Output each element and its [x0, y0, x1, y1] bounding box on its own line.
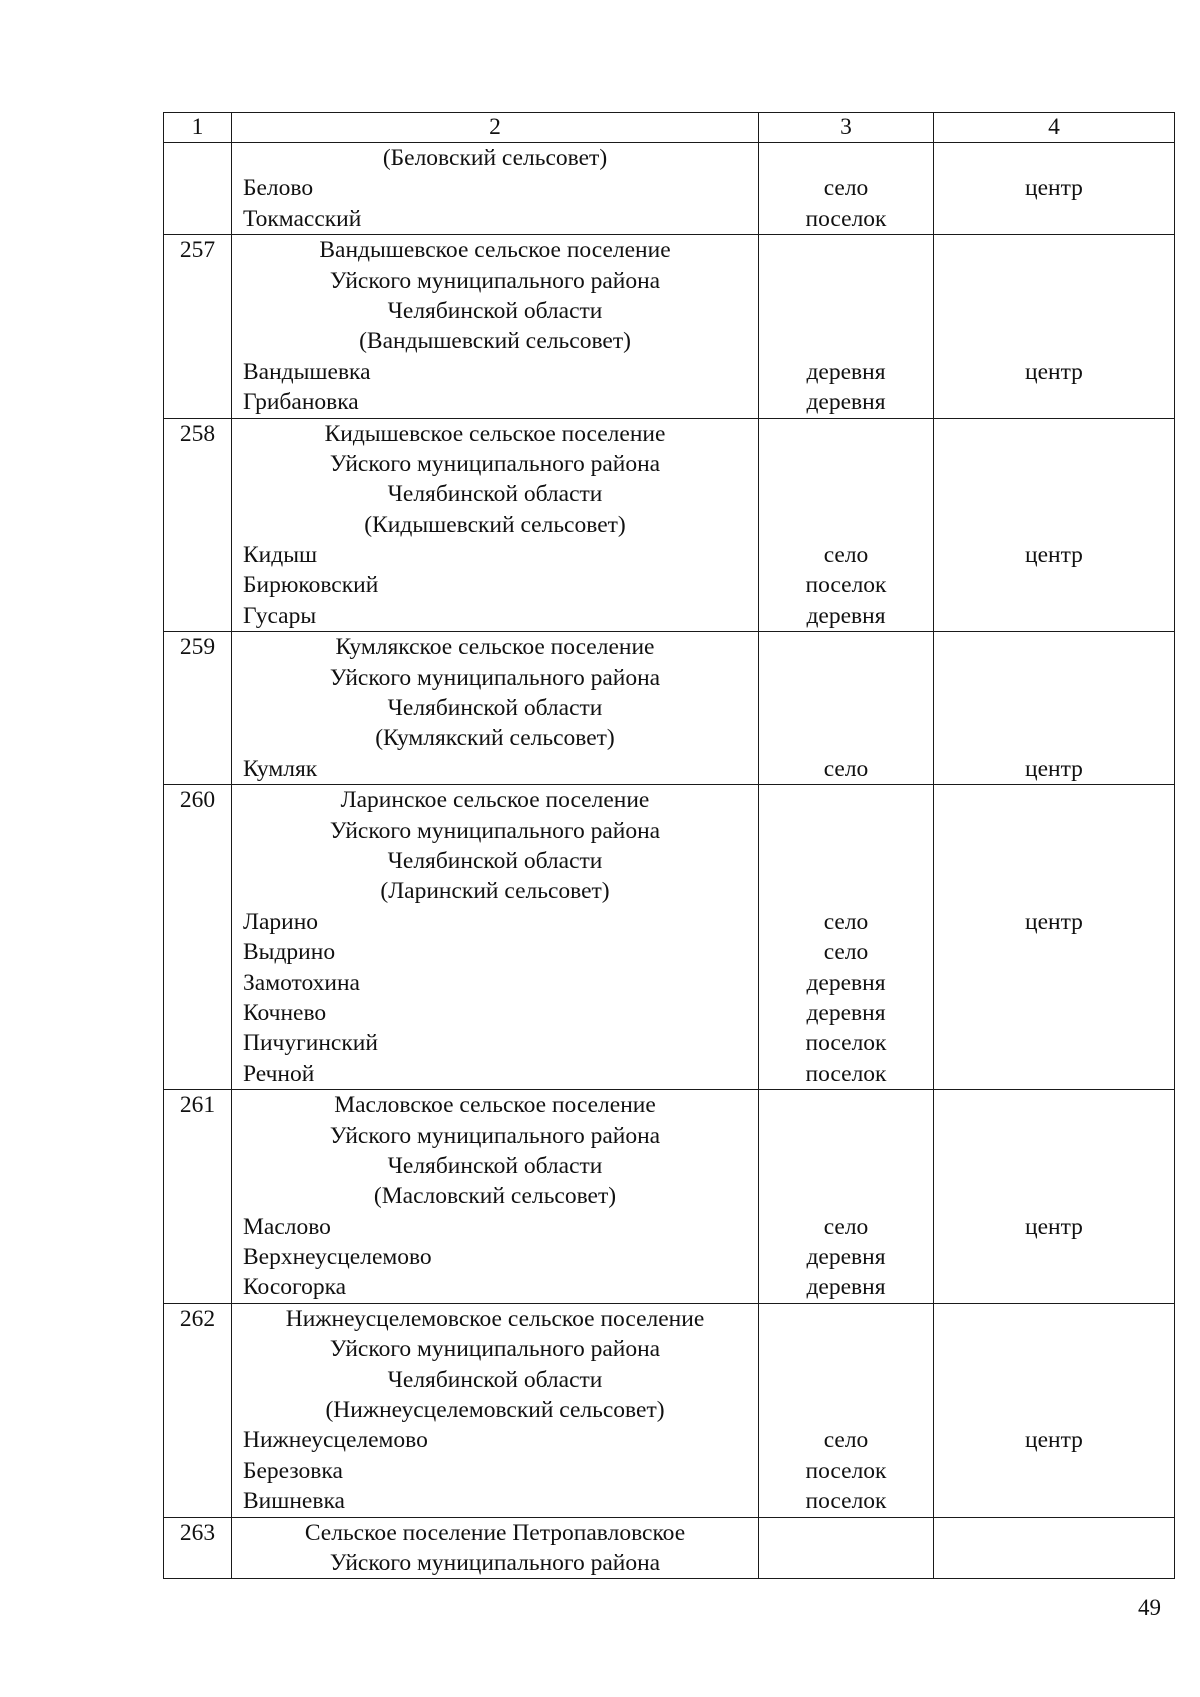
spacer-line	[759, 266, 933, 296]
spacer-line	[934, 326, 1174, 356]
settlement-type: село	[823, 1213, 869, 1240]
municipality-header-line: Масловское сельское поселение	[334, 1092, 656, 1119]
settlement-role	[934, 1242, 1174, 1272]
settlement-name: Кочнево	[243, 999, 327, 1026]
municipality-header-line: Уйского муниципального района	[329, 1122, 661, 1149]
spacer-line	[934, 419, 1174, 449]
municipality-header-line: Уйского муниципального района	[329, 664, 661, 691]
settlement-role: центр	[1025, 755, 1083, 782]
settlement-role-cell	[934, 1517, 1175, 1579]
spacer-line	[759, 816, 933, 846]
settlement-role: центр	[1025, 1213, 1083, 1240]
spacer-line	[934, 449, 1174, 479]
settlement-name-cell	[232, 418, 759, 632]
settlement-name: Гусары	[243, 602, 317, 629]
settlement-type: поселок	[805, 572, 887, 599]
column-header: 4	[934, 113, 1175, 143]
row-number: 260	[179, 787, 216, 814]
page-number: 49	[1138, 1595, 1161, 1620]
municipality-header-line: Кумлякское сельское поселение	[335, 634, 655, 661]
table-row	[164, 785, 1175, 1090]
settlement-type: деревня	[806, 969, 886, 996]
municipality-header-line: Нижнеусцелемовское сельское поселение	[285, 1305, 705, 1332]
municipality-header-line: Челябинской области	[387, 1152, 603, 1179]
settlement-type: село	[823, 175, 869, 202]
spacer-line	[934, 1151, 1174, 1181]
spacer-line	[934, 235, 1174, 265]
row-number: 258	[179, 420, 216, 447]
table-row	[164, 418, 1175, 632]
spacer-line	[759, 143, 933, 173]
settlement-role: центр	[1025, 542, 1083, 569]
row-number: 259	[179, 634, 216, 661]
settlement-role-cell	[934, 418, 1175, 632]
row-number: 263	[179, 1519, 216, 1546]
municipality-header-line: Кидышевское сельское поселение	[324, 420, 666, 447]
table-row	[164, 235, 1175, 418]
municipality-header-line: (Ларинский сельсовет)	[380, 878, 610, 905]
spacer-line	[934, 816, 1174, 846]
settlement-type: поселок	[805, 1488, 887, 1515]
settlement-name: Бирюковский	[243, 572, 379, 599]
spacer-line	[759, 846, 933, 876]
settlement-role: центр	[1025, 1427, 1083, 1454]
settlement-type: село	[823, 908, 869, 935]
settlement-name: Токмасский	[243, 205, 362, 232]
settlement-type: поселок	[805, 205, 887, 232]
spacer-line	[759, 1395, 933, 1425]
settlement-role	[934, 1028, 1174, 1058]
settlement-name: Речной	[243, 1060, 315, 1087]
settlement-name-cell	[232, 632, 759, 785]
spacer-line	[759, 1548, 933, 1578]
spacer-line	[759, 419, 933, 449]
table-row	[164, 1517, 1175, 1579]
spacer-line	[934, 693, 1174, 723]
settlement-type: поселок	[805, 1030, 887, 1057]
municipality-header-line: (Беловский сельсовет)	[382, 145, 608, 171]
spacer-line	[759, 1334, 933, 1364]
settlement-name: Белово	[243, 175, 314, 202]
spacer-line	[759, 479, 933, 509]
spacer-line	[759, 632, 933, 662]
municipality-header-line: Челябинской области	[387, 481, 603, 508]
spacer-line	[759, 1121, 933, 1151]
spacer-line	[759, 1090, 933, 1120]
settlement-role: центр	[1025, 908, 1083, 935]
spacer-line	[759, 296, 933, 326]
row-number-cell	[164, 632, 232, 785]
row-number-cell	[164, 235, 232, 418]
settlement-name: Березовка	[243, 1457, 343, 1484]
settlement-name: Замотохина	[243, 969, 360, 996]
municipality-header-line: Челябинской области	[387, 695, 603, 722]
settlement-role	[934, 570, 1174, 600]
table-row	[164, 632, 1175, 785]
spacer-line	[759, 1181, 933, 1211]
spacer-line	[934, 723, 1174, 753]
settlement-role	[934, 387, 1174, 417]
settlement-type: деревня	[806, 1274, 886, 1301]
spacer-line	[759, 663, 933, 693]
spacer-line	[934, 143, 1174, 173]
row-number: 261	[179, 1092, 216, 1119]
settlement-name-cell	[232, 143, 759, 235]
row-number: 257	[179, 237, 216, 264]
settlement-type: деревня	[806, 358, 886, 385]
spacer-line	[759, 1151, 933, 1181]
spacer-line	[934, 479, 1174, 509]
spacer-line	[934, 1304, 1174, 1334]
settlement-name-cell	[232, 1303, 759, 1517]
spacer-line	[759, 785, 933, 815]
spacer-line	[934, 266, 1174, 296]
table-row	[164, 143, 1175, 235]
settlement-role-cell	[934, 785, 1175, 1090]
spacer-line	[759, 510, 933, 540]
municipality-header-line: (Кумлякский сельсовет)	[375, 725, 615, 752]
spacer-line	[934, 1548, 1174, 1578]
municipality-header-line: Челябинской области	[387, 297, 603, 324]
spacer-line	[934, 632, 1174, 662]
municipality-header-line: Уйского муниципального района	[329, 817, 661, 844]
settlement-role: центр	[1025, 358, 1083, 385]
settlement-type-cell	[759, 632, 934, 785]
municipality-header-line: Уйского муниципального района	[329, 1336, 661, 1363]
row-number-cell	[164, 1517, 232, 1579]
settlement-name-cell	[232, 235, 759, 418]
settlement-role-cell	[934, 1090, 1175, 1304]
settlement-type: село	[823, 939, 869, 966]
municipality-header-line: (Масловский сельсовет)	[373, 1183, 617, 1210]
spacer-line	[934, 846, 1174, 876]
row-number-cell	[164, 785, 232, 1090]
spacer-line	[934, 1121, 1174, 1151]
settlement-role	[934, 968, 1174, 998]
spacer-line	[934, 1518, 1174, 1548]
settlement-type: деревня	[806, 389, 886, 416]
settlement-name-cell	[232, 1517, 759, 1579]
settlement-role	[934, 204, 1174, 234]
municipality-header-line: Уйского муниципального района	[329, 267, 661, 294]
spacer-line	[759, 235, 933, 265]
settlement-role-cell	[934, 632, 1175, 785]
table-row	[164, 1303, 1175, 1517]
settlement-name: Кидыш	[243, 542, 318, 569]
spacer-line	[934, 785, 1174, 815]
settlement-role	[934, 937, 1174, 967]
settlement-name: Вандышевка	[243, 358, 371, 385]
row-number-cell	[164, 418, 232, 632]
row-number-cell	[164, 1303, 232, 1517]
settlement-role-cell	[934, 1303, 1175, 1517]
settlement-role-cell	[934, 235, 1175, 418]
spacer-line	[759, 693, 933, 723]
settlement-type-cell	[759, 143, 934, 235]
municipality-header-line: (Нижнеусцелемовский сельсовет)	[325, 1397, 665, 1424]
table-body	[164, 143, 1175, 1579]
settlement-name: Маслово	[243, 1213, 331, 1240]
municipality-header-line: Уйского муниципального района	[329, 1549, 661, 1576]
settlement-role	[934, 1456, 1174, 1486]
settlement-role-cell	[934, 143, 1175, 235]
spacer-line	[759, 723, 933, 753]
spacer-line	[759, 326, 933, 356]
municipality-header-line: Челябинской области	[387, 1366, 603, 1393]
column-header: 1	[164, 113, 232, 143]
settlement-type-cell	[759, 1517, 934, 1579]
settlement-role: центр	[1025, 175, 1083, 202]
spacer-line	[759, 449, 933, 479]
settlement-type: село	[823, 755, 869, 782]
spacer-line	[759, 1518, 933, 1548]
municipality-header-line: Сельское поселение Петропавловское	[304, 1519, 686, 1546]
settlement-role	[934, 1059, 1174, 1089]
settlement-type: село	[823, 542, 869, 569]
settlement-name: Грибановка	[243, 389, 359, 416]
row-number: 262	[179, 1305, 216, 1332]
settlement-type: поселок	[805, 1060, 887, 1087]
spacer-line	[934, 1395, 1174, 1425]
settlement-name: Нижнеусцелемово	[243, 1427, 428, 1454]
settlement-type: поселок	[805, 1457, 887, 1484]
row-number	[164, 143, 231, 173]
settlement-name: Выдрино	[243, 939, 336, 966]
spacer-line	[934, 876, 1174, 906]
settlement-role	[934, 998, 1174, 1028]
settlement-type-cell	[759, 785, 934, 1090]
settlement-name: Косогорка	[243, 1274, 347, 1301]
settlement-type: деревня	[806, 602, 886, 629]
spacer-line	[934, 1334, 1174, 1364]
spacer-line	[759, 1304, 933, 1334]
column-header: 2	[232, 113, 759, 143]
settlement-type-cell	[759, 235, 934, 418]
settlement-type-cell	[759, 418, 934, 632]
settlement-type-cell	[759, 1090, 934, 1304]
spacer-line	[759, 1365, 933, 1395]
settlements-table	[163, 112, 1175, 1579]
municipality-header-line: (Вандышевский сельсовет)	[359, 328, 631, 355]
row-number-cell	[164, 1090, 232, 1304]
spacer-line	[934, 510, 1174, 540]
table-row	[164, 1090, 1175, 1304]
settlement-name: Ларино	[243, 908, 319, 935]
settlement-type: деревня	[806, 999, 886, 1026]
settlement-role	[934, 1272, 1174, 1302]
municipality-header-line: Челябинской области	[387, 847, 603, 874]
spacer-line	[759, 876, 933, 906]
settlement-name-cell	[232, 1090, 759, 1304]
spacer-line	[934, 296, 1174, 326]
municipality-header-line: Ларинское сельское поселение	[340, 787, 650, 814]
spacer-line	[934, 1365, 1174, 1395]
municipality-header-line: Уйского муниципального района	[329, 450, 661, 477]
spacer-line	[934, 663, 1174, 693]
column-header: 3	[759, 113, 934, 143]
row-number-cell	[164, 143, 232, 235]
spacer-line	[934, 1090, 1174, 1120]
municipality-header-line: Вандышевское сельское поселение	[319, 237, 671, 264]
spacer-line	[934, 1181, 1174, 1211]
settlement-name: Верхнеусцелемово	[243, 1244, 432, 1271]
column-number-row	[164, 113, 1175, 143]
municipality-header-line: (Кидышевский сельсовет)	[364, 511, 626, 538]
settlement-name: Пичугинский	[243, 1030, 378, 1057]
settlement-role	[934, 601, 1174, 631]
settlement-type: село	[823, 1427, 869, 1454]
table-head	[164, 113, 1175, 143]
settlement-role	[934, 1486, 1174, 1516]
settlement-type: деревня	[806, 1244, 886, 1271]
settlement-name: Вишневка	[243, 1488, 345, 1515]
settlement-type-cell	[759, 1303, 934, 1517]
settlement-name-cell	[232, 785, 759, 1090]
settlement-name: Кумляк	[243, 755, 318, 782]
